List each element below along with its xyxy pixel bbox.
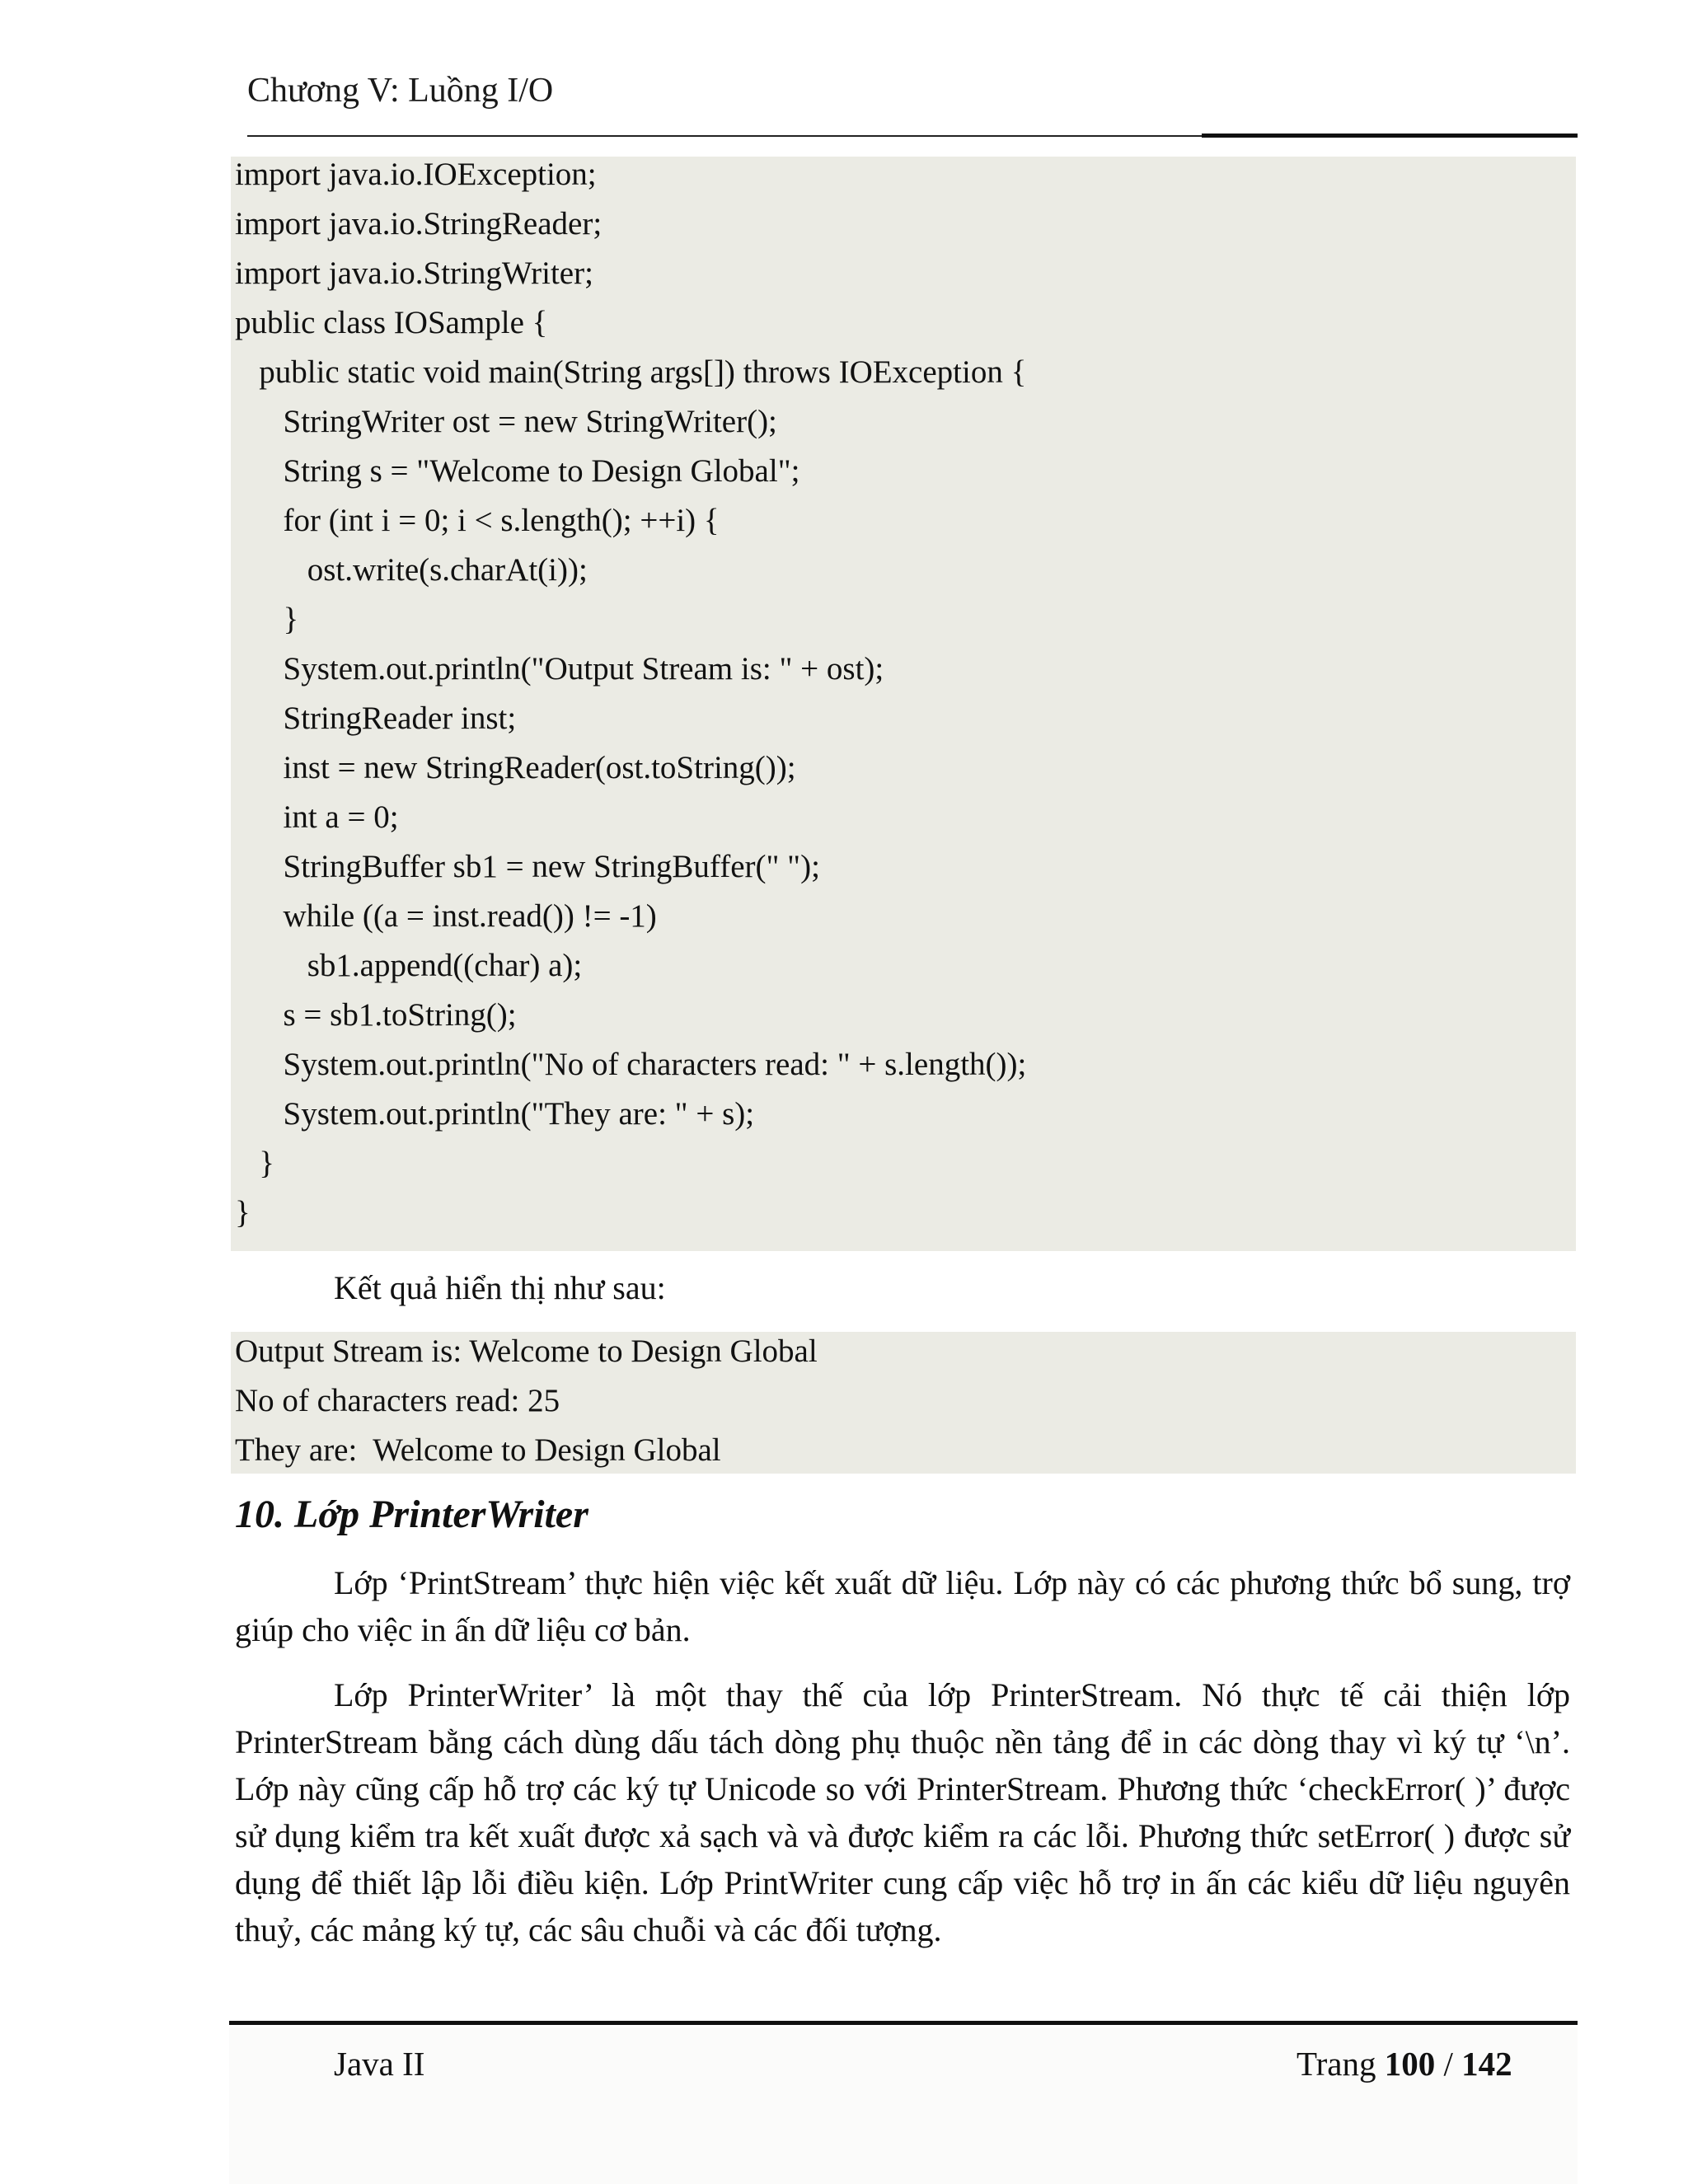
output-line: No of characters read: 25 (235, 1383, 560, 1418)
code-line: } (235, 1146, 274, 1181)
header-divider (247, 135, 1203, 137)
code-line: public class IOSample { (235, 305, 548, 340)
code-line: int a = 0; (235, 799, 399, 835)
code-line: System.out.println("Output Stream is: " + ost); (235, 651, 884, 687)
page-separator: / (1443, 2045, 1453, 2083)
paragraph: Lớp ‘PrintStream’ thực hiện việc kết xuất dữ liệu. Lớp này có các phương thức bổ sung, trợ giúp cho việc in ấn dữ liệu cơ bản. (235, 1564, 1570, 1648)
footer-course-name: Java II (334, 2045, 425, 2083)
footer-divider (229, 2021, 1578, 2025)
code-line: sb1.append((char) a); (235, 948, 583, 983)
header-divider-accent (1202, 134, 1578, 138)
page-current: 100 (1384, 2045, 1436, 2083)
code-line: import java.io.StringWriter; (235, 255, 593, 291)
output-line: Output Stream is: Welcome to Design Global (235, 1333, 818, 1369)
code-line: } (235, 602, 299, 637)
code-line: import java.io.IOException; (235, 157, 597, 192)
page-number (1296, 2041, 1512, 2087)
code-line: while ((a = inst.read()) != -1) (235, 898, 657, 934)
section-heading: 10. Lớp PrinterWriter (235, 1493, 588, 1536)
chapter-title: Chương V: Luồng I/O (247, 72, 554, 110)
code-line: for (int i = 0; i < s.length(); ++i) { (235, 503, 720, 538)
code-line: StringReader inst; (235, 701, 517, 736)
code-line: System.out.println("They are: " + s); (235, 1096, 755, 1132)
page-total: 142 (1461, 2045, 1512, 2083)
code-line: System.out.println("No of characters read: " + s.length()); (235, 1047, 1027, 1082)
code-line: s = sb1.toString(); (235, 997, 517, 1033)
output-line: They are: Welcome to Design Global (235, 1432, 721, 1468)
code-line: import java.io.StringReader; (235, 206, 603, 241)
code-line: StringWriter ost = new StringWriter(); (235, 404, 777, 439)
code-line: String s = "Welcome to Design Global"; (235, 453, 800, 489)
code-line: } (235, 1195, 251, 1230)
paragraph: Lớp PrinterWriter’ là một thay thế của lớp PrinterStream. Nó thực tế cải thiện lớp PrinterStream bằng cách dùng dấu tách dòng phụ thuộc nền tảng để in các dòng thay vì ký tự ‘\n’. Lớp này cũng cấp hỗ trợ các ký tự Unicode so với PrinterStream. Phương thức ‘checkError( )’ được sử dụng kiểm tra kết xuất được xả sạch và và được kiểm ra các lỗi. Phương thức setError( ) được sử dụng để thiết lập lỗi điều kiện. Lớp PrintWriter cung cấp việc hỗ trợ in ấn các kiểu dữ liệu nguyên thuỷ, các mảng ký tự, các sâu chuỗi và các đối tượng. (235, 1676, 1570, 1948)
code-line: ost.write(s.charAt(i)); (235, 552, 588, 588)
page-label: Trang (1296, 2045, 1376, 2083)
code-line: public static void main(String args[]) throws IOException { (235, 354, 1027, 390)
code-line: inst = new StringReader(ost.toString()); (235, 750, 796, 785)
code-line: StringBuffer sb1 = new StringBuffer(" "); (235, 849, 820, 884)
result-intro-text: Kết quả hiển thị như sau: (334, 1269, 666, 1306)
